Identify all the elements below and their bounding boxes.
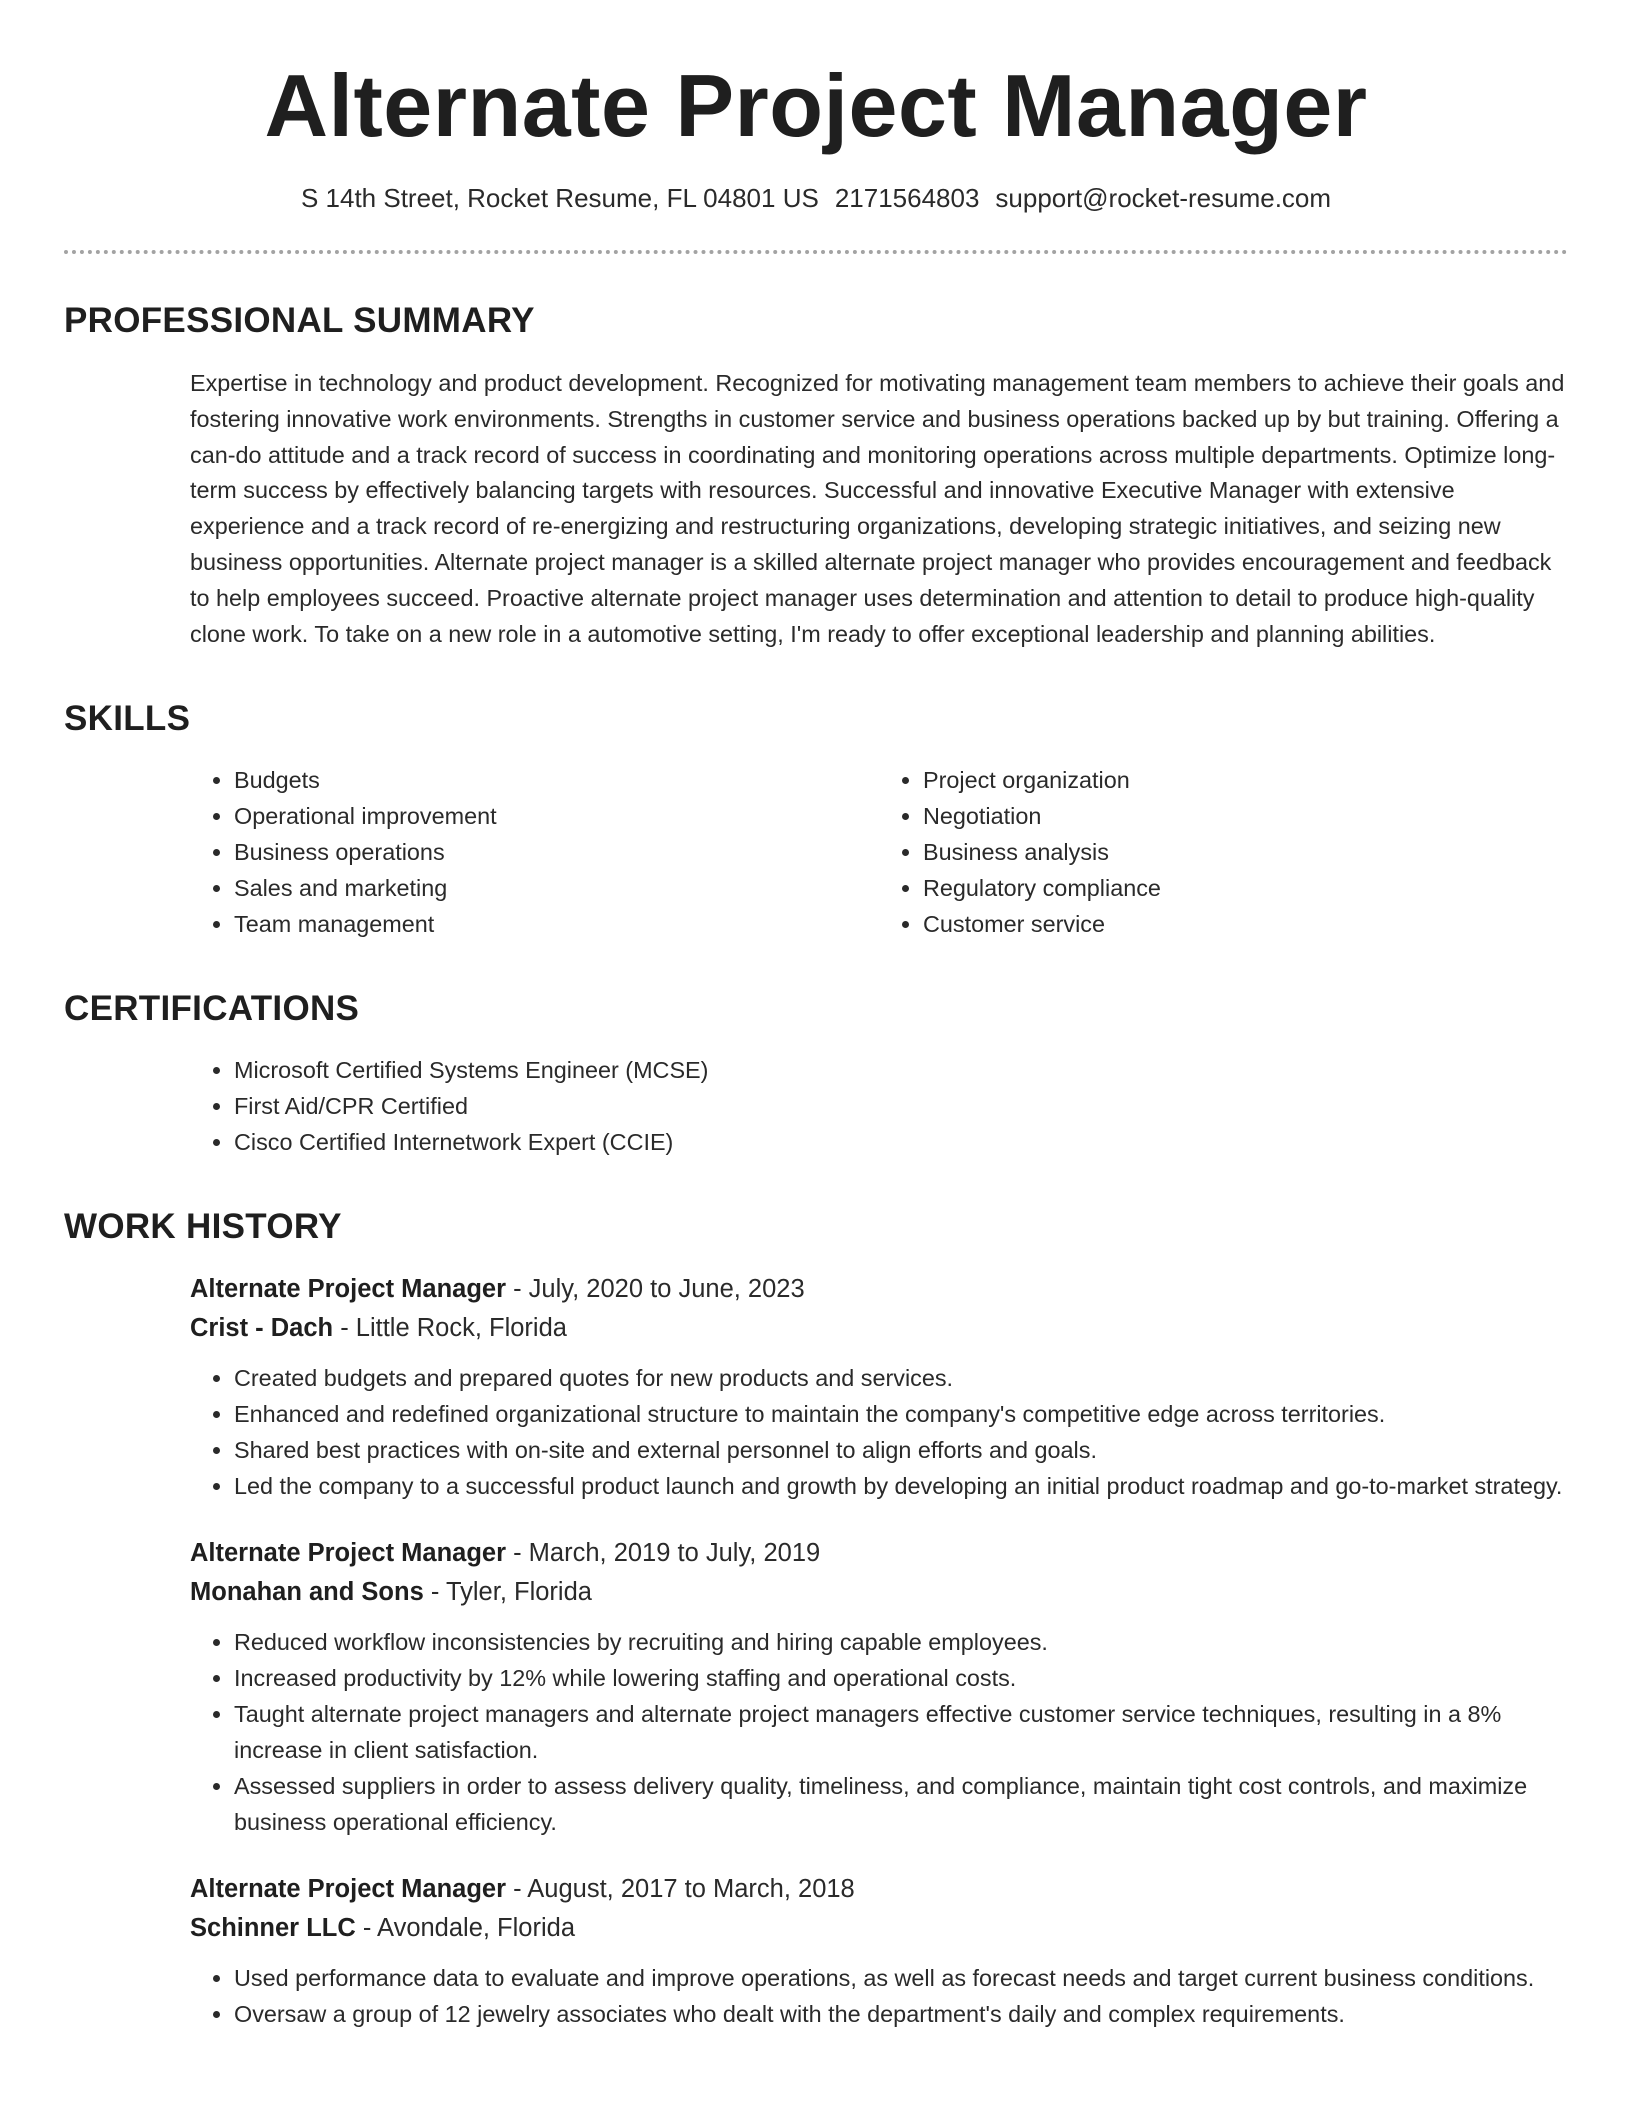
section-title-certifications: CERTIFICATIONS: [64, 989, 360, 1029]
skills-list-right: [879, 762, 1568, 942]
skill-item: • Customer service: [923, 906, 1568, 942]
job-company: Crist - Dach: [190, 1314, 334, 1343]
skills-list-left: [190, 762, 879, 942]
section-work-history: [0, 1160, 1632, 2032]
skill-item: • Business operations: [234, 834, 879, 870]
job-title-line: [190, 1870, 1568, 1909]
job-location: - Avondale, Florida: [355, 1914, 576, 1943]
job-location: - Tyler, Florida: [423, 1578, 592, 1607]
job-title-line: [190, 1270, 1568, 1309]
section-title-summary: PROFESSIONAL SUMMARY: [64, 301, 535, 340]
skill-item: • Project organization: [923, 762, 1568, 798]
skill-item: • Negotiation: [923, 798, 1568, 834]
certifications-list: [190, 1052, 1568, 1160]
section-certifications: [0, 942, 1632, 1160]
job-dates: - August, 2017 to March, 2018: [506, 1875, 855, 1904]
job-title-line: [190, 1534, 1568, 1573]
candidate-name: Alternate Project Manager: [264, 56, 1368, 155]
contact-line: [0, 180, 1632, 216]
job-bullet: • Oversaw a group of 12 jewelry associates who dealt with the department's daily and complex requirements.: [234, 1996, 1568, 2032]
section-title-skills: SKILLS: [64, 699, 191, 739]
section-skills: [0, 652, 1632, 942]
job-bullet: • Reduced workflow inconsistencies by recruiting and hiring capable employees.: [234, 1624, 1568, 1660]
certification-item: • Cisco Certified Internetwork Expert (CCIE): [234, 1124, 1568, 1160]
skill-item: • Operational improvement: [234, 798, 879, 834]
skill-item: • Team management: [234, 906, 879, 942]
contact-email[interactable]: support@rocket-resume.com: [995, 183, 1332, 213]
job-bullet: • Shared best practices with on-site and external personnel to align efforts and goals.: [234, 1432, 1568, 1468]
job-bullet: • Assessed suppliers in order to assess delivery quality, timeliness, and compliance, maintain tight cost controls, and maximize business operational efficiency.: [234, 1768, 1568, 1840]
contact-phone: 2171564803: [834, 183, 980, 213]
job-dates: - March, 2019 to July, 2019: [506, 1539, 821, 1568]
job-company: Monahan and Sons: [190, 1578, 424, 1607]
job-bullet: • Created budgets and prepared quotes for new products and services.: [234, 1360, 1568, 1396]
section-title-work-history: WORK HISTORY: [64, 1207, 342, 1247]
contact-address: S 14th Street, Rocket Resume, FL 04801 US: [300, 183, 819, 213]
job-bullet: • Taught alternate project managers and alternate project managers effective customer service techniques, resulting in a 8% increase in client satisfaction.: [234, 1696, 1568, 1768]
job-bullet: • Used performance data to evaluate and improve operations, as well as forecast needs and target current business conditions.: [234, 1960, 1568, 1996]
section-summary: [0, 254, 1632, 652]
skill-item: • Budgets: [234, 762, 879, 798]
job-entry: [190, 1870, 1568, 2032]
certification-item: • Microsoft Certified Systems Engineer (MCSE): [234, 1052, 1568, 1088]
job-role: Alternate Project Manager: [190, 1539, 507, 1568]
job-company-line: [190, 1573, 1568, 1612]
job-role: Alternate Project Manager: [190, 1875, 507, 1904]
job-bullets: [190, 1360, 1568, 1504]
skill-item: • Business analysis: [923, 834, 1568, 870]
job-entry: [190, 1534, 1568, 1840]
job-bullet: • Increased productivity by 12% while lowering staffing and operational costs.: [234, 1660, 1568, 1696]
job-bullets: [190, 1624, 1568, 1840]
job-bullets: [190, 1960, 1568, 2032]
skills-columns: [190, 762, 1568, 942]
job-bullet: • Enhanced and redefined organizational structure to maintain the company's competitive edge across territories.: [234, 1396, 1568, 1432]
job-company: Schinner LLC: [190, 1914, 356, 1943]
skill-item: • Sales and marketing: [234, 870, 879, 906]
resume-header: [0, 0, 1632, 216]
certification-item: • First Aid/CPR Certified: [234, 1088, 1568, 1124]
job-bullet: • Led the company to a successful product launch and growth by developing an initial product roadmap and go-to-market strategy.: [234, 1468, 1568, 1504]
job-company-line: [190, 1309, 1568, 1348]
skill-item: • Regulatory compliance: [923, 870, 1568, 906]
job-entry: [190, 1270, 1568, 1504]
jobs-list: [190, 1270, 1568, 2032]
job-location: - Little Rock, Florida: [333, 1314, 567, 1343]
job-dates: - July, 2020 to June, 2023: [506, 1275, 805, 1304]
job-company-line: [190, 1909, 1568, 1948]
summary-text: Expertise in technology and product development. Recognized for motivating management team members to achieve their goals and fostering innovative work environments. Strengths in customer service and business operations backed up by but training. Offering a can-do attitude and a track record of success in coordinating and monitoring operations across multiple departments. Optimize long-term success by effectively balancing targets with resources. Successful and innovative Executive Manager with extensive experience and a track record of re-energizing and restructuring organizations, developing strategic initiatives, and seizing new business opportunities. Alternate project manager is a skilled alternate project manager who provides encouragement and feedback to help employees succeed. Proactive alternate project manager uses determination and attention to detail to produce high-quality clone work. To take on a new role in a automotive setting, I'm ready to offer exceptional leadership and planning abilities.: [190, 370, 1565, 647]
job-role: Alternate Project Manager: [190, 1275, 507, 1304]
